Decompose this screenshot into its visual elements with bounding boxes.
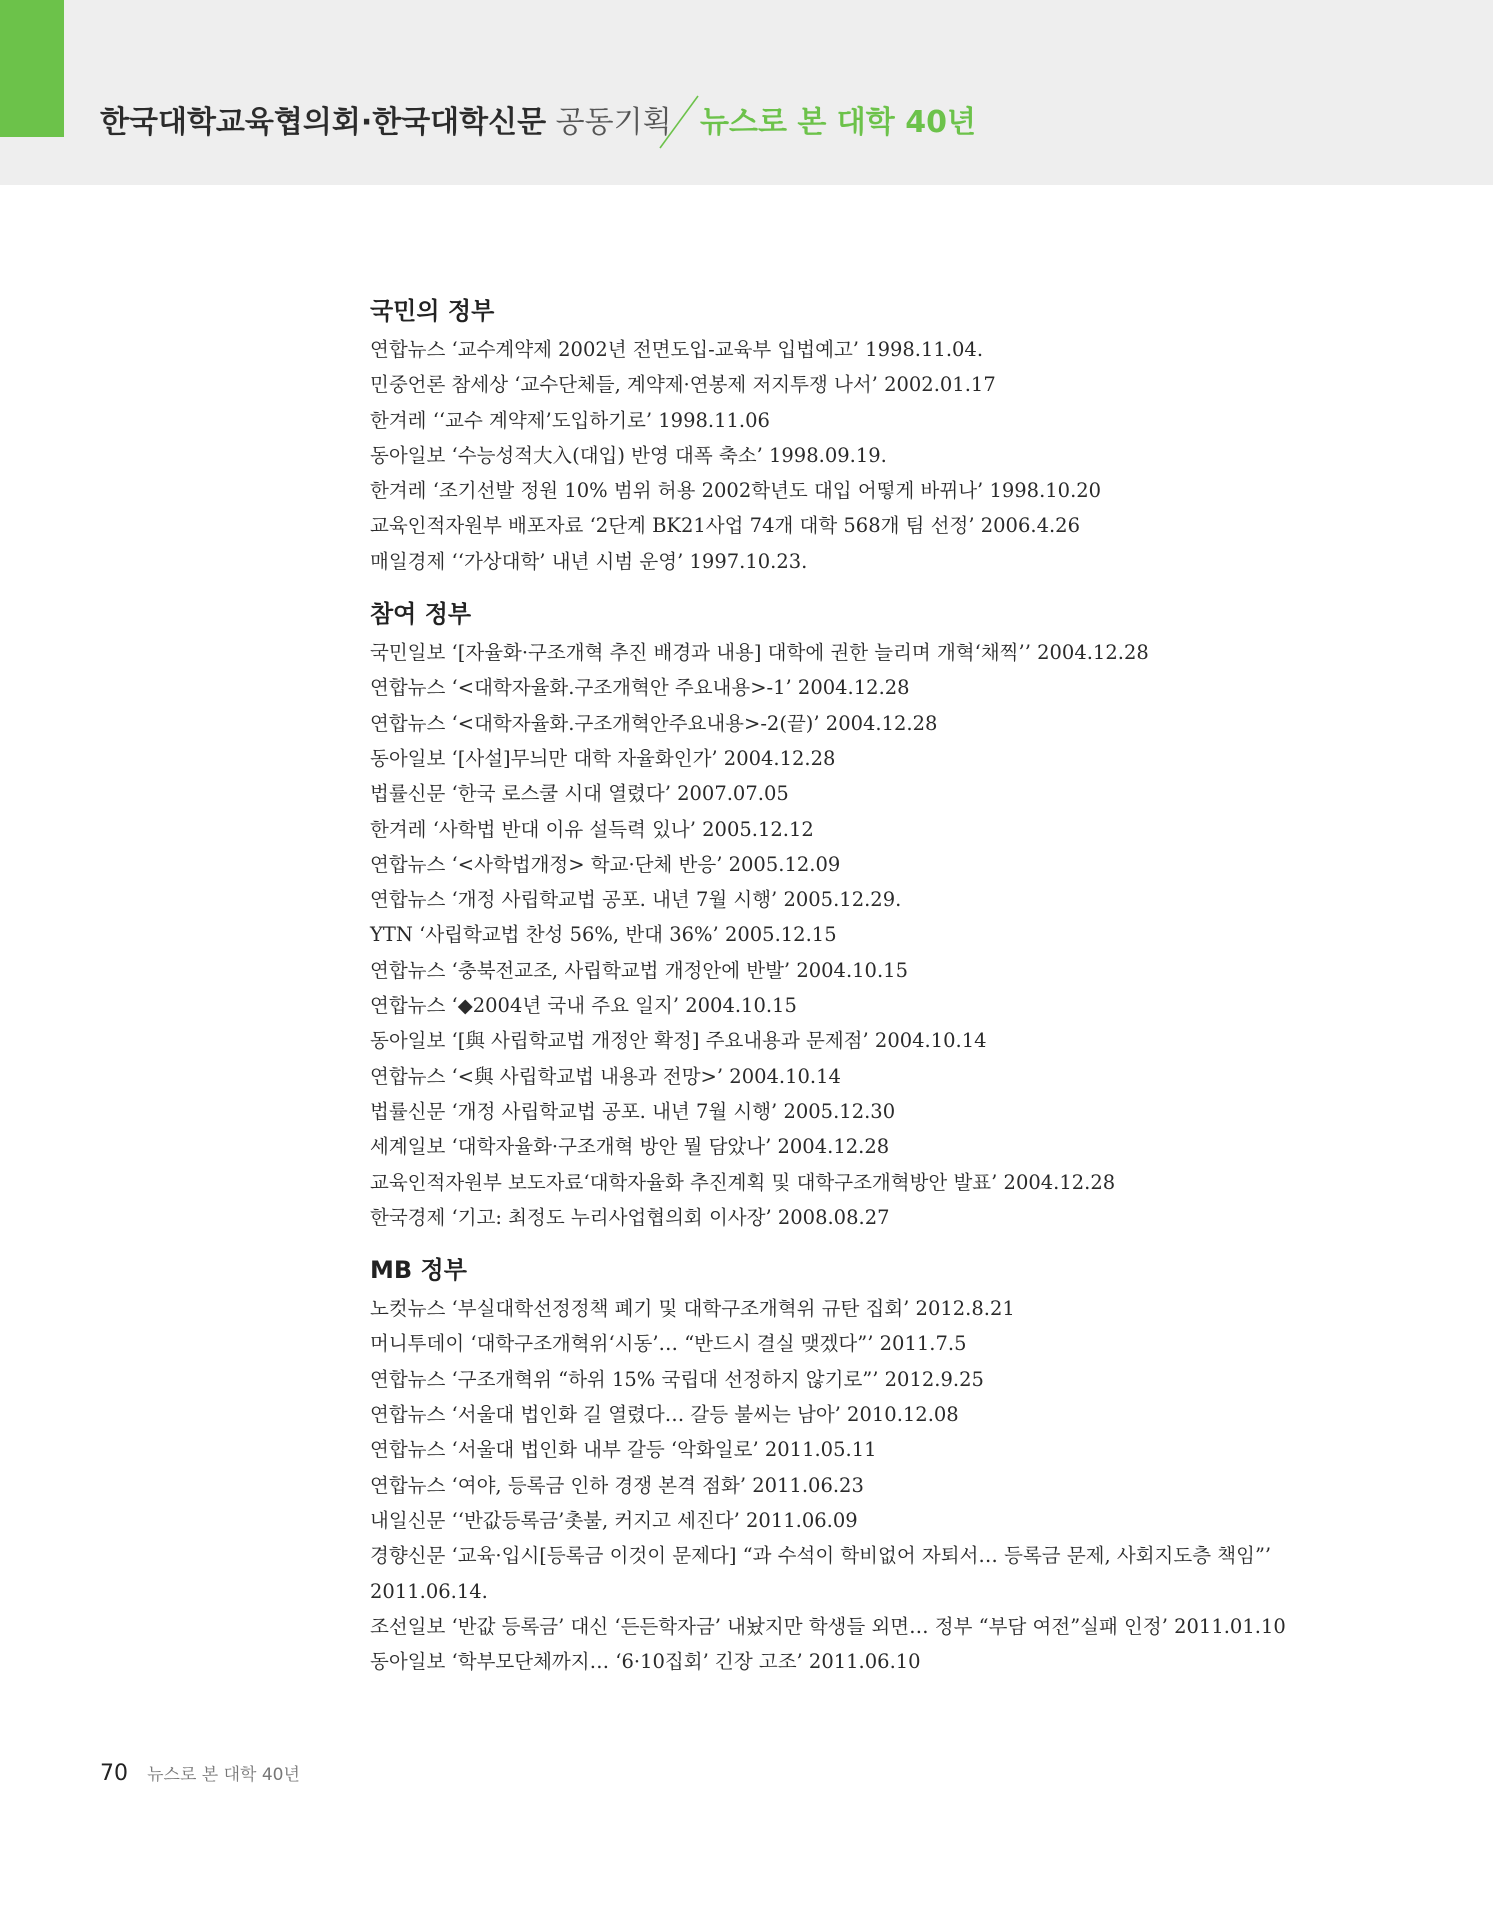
reference-item: 연합뉴스 ‘구조개혁위 “하위 15% 국립대 선정하지 않기로”’ 2012.9.25 [370,1367,984,1391]
section-title: 국민의 정부 [370,297,495,325]
reference-items [370,332,1370,579]
reference-item: 매일경제 ‘‘가상대학’ 내년 시범 운영’ 1997.10.23. [370,549,808,573]
reference-item: 연합뉴스 ‘<與 사립학교법 내용과 전망>’ 2004.10.14 [370,1064,841,1088]
reference-item: 법률신문 ‘한국 로스쿨 시대 열렸다’ 2007.07.05 [370,782,789,806]
reference-item: 민중언론 참세상 ‘교수단체들, 계약제·연봉제 저지투쟁 나서’ 2002.01.17 [370,373,996,397]
header-label: 공동기획 [555,105,672,140]
section-mb [370,1249,1370,1679]
section-title: 참여 정부 [370,600,472,629]
reference-item: 연합뉴스 ‘여야, 등록금 인하 경쟁 본격 점화’ 2011.06.23 [370,1473,864,1497]
reference-item: 법률신문 ‘개정 사립학교법 공포. 내년 7월 시행’ 2005.12.30 [370,1099,896,1123]
reference-item: 연합뉴스 ‘<대학자율화.구조개혁안 주요내용>-1’ 2004.12.28 [370,676,910,700]
reference-item: 한겨레 ‘조기선발 정원 10% 범위 허용 2002학년도 대입 어떻게 바뀌나’ 1998.10.20 [370,479,1102,503]
reference-item: 교육인적자원부 배포자료 ‘2단계 BK21사업 74개 대학 568개 팀 선정’ 2006.4.26 [370,514,1080,538]
reference-item: 연합뉴스 ‘교수계약제 2002년 전면도입-교육부 입법예고’ 1998.11.04. [370,338,984,361]
reference-item: YTN ‘사립학교법 찬성 56%, 반대 36%’ 2005.12.15 [370,923,837,947]
page-footer [100,1760,300,1786]
reference-items [370,635,1370,1235]
reference-item: 동아일보 ‘수능성적大入(대입) 반영 대폭 축소’ 1998.09.19. [370,443,887,467]
reference-item: 연합뉴스 ‘서울대 법인화 길 열렸다… 갈등 불씨는 남아’ 2010.12.08 [370,1403,959,1427]
reference-item: 동아일보 ‘학부모단체까지… ‘6·10집회’ 긴장 고조’ 2011.06.10 [370,1650,921,1674]
reference-item: 세계일보 ‘대학자율화·구조개혁 방안 뭘 담았나’ 2004.12.28 [370,1135,890,1159]
reference-item: 연합뉴스 ‘<대학자율화.구조개혁안주요내용>-2(끝)’ 2004.12.28 [370,711,938,735]
reference-item: 머니투데이 ‘대학구조개혁위‘시동’… “반드시 결실 맺겠다”’ 2011.7.5 [370,1332,967,1356]
reference-item: 조선일보 ‘반값 등록금’ 대신 ‘든든학자금’ 내놨지만 학생들 외면… 정부 “부담 여전”실패 인정’ 2011.01.10 [370,1614,1286,1638]
reference-item: 국민일보 ‘[자율화·구조개혁 추진 배경과 내용] 대학에 권한 늘리며 개혁‘채찍’’ 2004.12.28 [370,641,1149,665]
reference-item: 경향신문 ‘교육·입시[등록금 이것이 문제다] “과 수석이 학비없어 자퇴서… 등록금 문제, 사회지도층 책임”’ 2011.06.14. [370,1544,1272,1603]
reference-item: 한국경제 ‘기고: 최정도 누리사업협의회 이사장’ 2008.08.27 [370,1205,890,1229]
accent-bar [0,0,64,137]
reference-item: 동아일보 ‘[사설]무늬만 대학 자율화인가’ 2004.12.28 [370,746,836,770]
section-kukmin [370,290,1370,579]
reference-item: 연합뉴스 ‘충북전교조, 사립학교법 개정안에 반발’ 2004.10.15 [370,958,908,982]
reference-item: 한겨레 ‘‘교수 계약제’도입하기로’ 1998.11.06 [370,408,770,432]
running-title: 뉴스로 본 대학 40년 [147,1765,300,1785]
reference-item: 노컷뉴스 ‘부실대학선정정책 폐기 및 대학구조개혁위 규탄 집회’ 2012.8.21 [370,1297,1015,1321]
header-org-line [100,98,672,148]
header-org-title: 한국대학교육협의회·한국대학신문 [100,105,547,140]
page-number: 70 [100,1761,128,1786]
reference-item: 동아일보 ‘[與 사립학교법 개정안 확정] 주요내용과 문제점’ 2004.10.14 [370,1029,987,1053]
reference-item: 연합뉴스 ‘서울대 법인화 내부 갈등 ‘악화일로’ 2011.05.11 [370,1438,877,1462]
header-band [0,0,1493,185]
reference-list [370,290,1370,1693]
reference-item: 연합뉴스 ‘<사학법개정> 학교·단체 반응’ 2005.12.09 [370,852,841,876]
section-chamyeo [370,593,1370,1235]
reference-item: 한겨레 ‘사학법 반대 이유 설득력 있나’ 2005.12.12 [370,817,814,841]
reference-items [370,1291,1370,1679]
section-title: MB 정부 [370,1256,467,1285]
reference-item: 내일신문 ‘‘반값등록금’촛불, 커지고 세진다’ 2011.06.09 [370,1508,858,1532]
reference-item: 교육인적자원부 보도자료‘대학자율화 추진계획 및 대학구조개혁방안 발표’ 2004.12.28 [370,1170,1116,1194]
header-series-title: 뉴스로 본 대학 40년 [700,105,976,140]
reference-item: 연합뉴스 ‘◆2004년 국내 주요 일지’ 2004.10.15 [370,994,797,1018]
reference-item: 연합뉴스 ‘개정 사립학교법 공포. 내년 7월 시행’ 2005.12.29. [370,888,902,912]
